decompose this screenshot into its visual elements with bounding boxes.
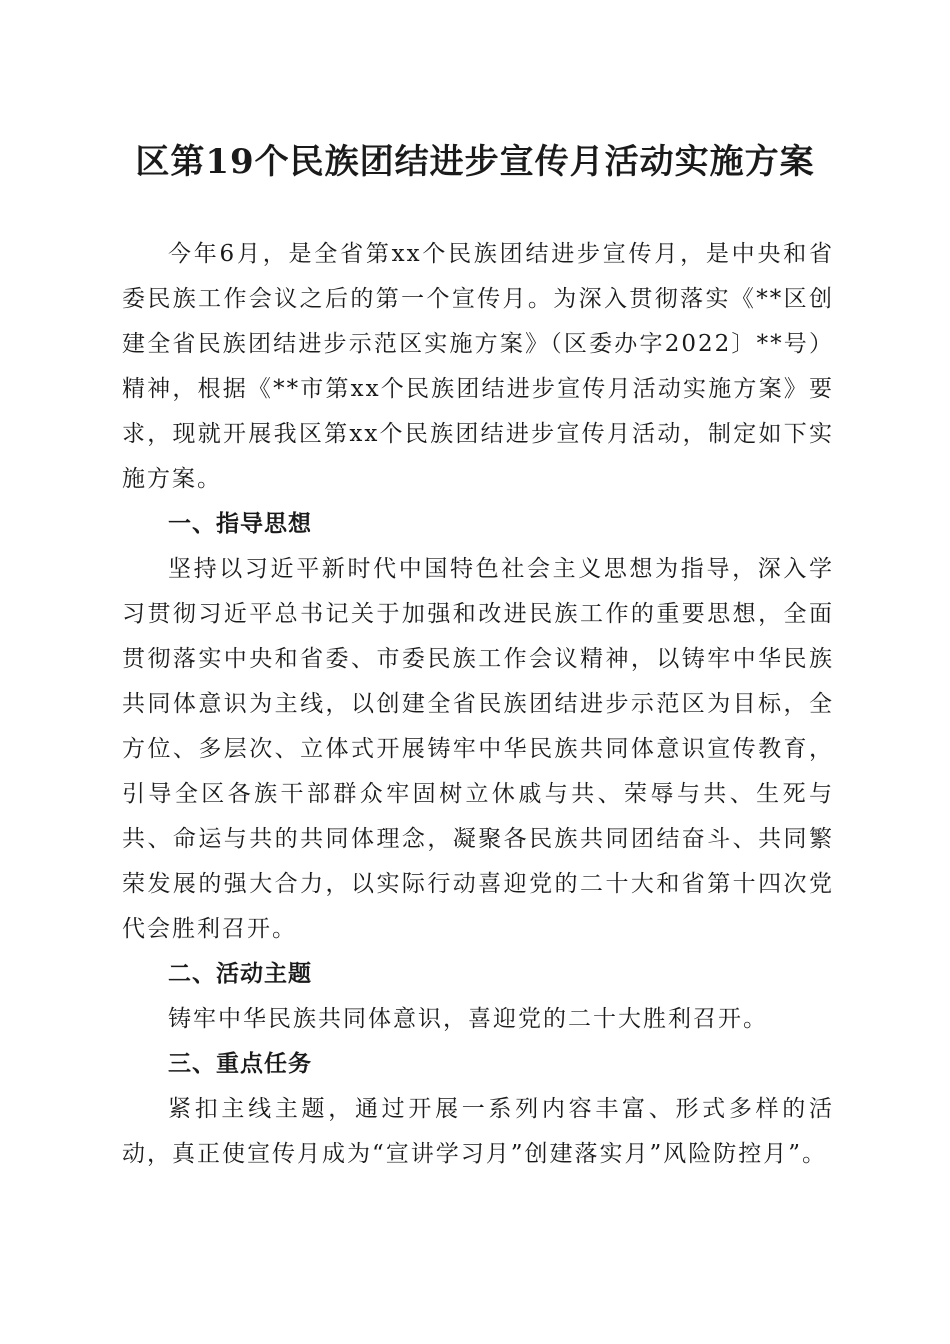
section-paragraph-key-tasks: 紧扣主线主题，通过开展一系列内容丰富、形式多样的活动，真正使宣传月成为“宣讲学习月”创建落实月”风险防控月”。 [122, 1096, 834, 1167]
document-body [122, 232, 834, 1177]
section-heading-guiding-ideology: 一、指导思想 [168, 511, 312, 537]
section-paragraph-activity-theme: 铸牢中华民族共同体意识，喜迎党的二十大胜利召开。 [168, 1006, 768, 1032]
section-paragraph-guiding-ideology: 坚持以习近平新时代中国特色社会主义思想为指导，深入学习贯彻习近平总书记关于加强和改进民族工作的重要思想，全面贯彻落实中央和省委、市委民族工作会议精神，以铸牢中华民族共同体意识为主线，以创建全省民族团结进步示范区为目标，全方位、多层次、立体式开展铸牢中华民族共同体意识宣传教育，引导全区各族干部群众牢固树立休戚与共、荣辱与共、生死与共、命运与共的共同体理念，凝聚各民族共同团结奋斗、共同繁荣发展的强大合力，以实际行动喜迎党的二十大和省第十四次党代会胜利召开。 [122, 556, 834, 942]
section-heading-activity-theme: 二、活动主题 [168, 961, 312, 987]
intro-paragraph: 今年6月，是全省第xx个民族团结进步宣传月，是中央和省委民族工作会议之后的第一个宣传月。为深入贯彻落实《**区创建全省民族团结进步示范区实施方案》（区委办字2022〕**号）精神，根据《**市第xx个民族团结进步宣传月活动实施方案》要求，现就开展我区第xx个民族团结进步宣传月活动，制定如下实施方案。 [122, 241, 834, 492]
section-heading-key-tasks: 三、重点任务 [168, 1051, 312, 1077]
document-title: 区第19个民族团结进步宣传月活动实施方案 [135, 142, 815, 182]
